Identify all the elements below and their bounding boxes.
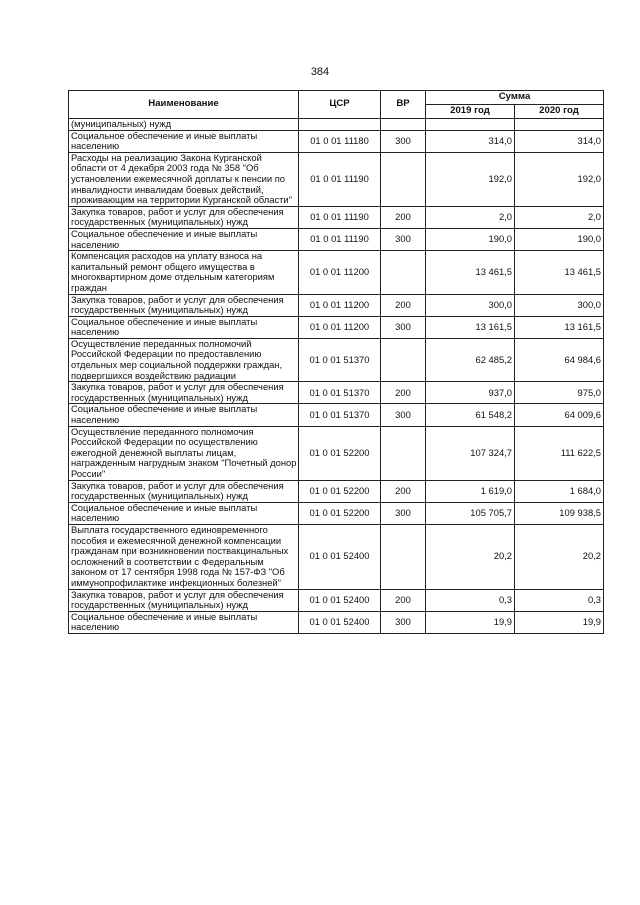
table-row <box>69 251 604 294</box>
row-sum-2020: 2,0 <box>515 206 604 228</box>
row-sum-2020: 13 161,5 <box>515 316 604 338</box>
row-vr: 200 <box>381 480 426 502</box>
table-row <box>69 294 604 316</box>
table-row <box>69 611 604 633</box>
row-name: Закупка товаров, работ и услуг для обеспечения государственных (муниципальных) нужд <box>69 294 299 316</box>
row-csr: 01 0 01 52200 <box>299 426 381 480</box>
table-row <box>69 480 604 502</box>
row-vr <box>381 119 426 131</box>
row-sum-2019: 1 619,0 <box>426 480 515 502</box>
row-sum-2019: 105 705,7 <box>426 502 515 524</box>
row-name: Компенсация расходов на уплату взноса на капитальный ремонт общего имущества в многоквартирном доме отдельным категориям граждан <box>69 251 299 294</box>
row-vr: 200 <box>381 382 426 404</box>
row-sum-2020: 64 984,6 <box>515 338 604 381</box>
row-vr: 300 <box>381 404 426 426</box>
row-vr: 300 <box>381 228 426 250</box>
table-row <box>69 206 604 228</box>
row-vr <box>381 338 426 381</box>
row-csr: 01 0 01 11180 <box>299 130 381 152</box>
row-csr: 01 0 01 52200 <box>299 502 381 524</box>
row-sum-2020: 192,0 <box>515 152 604 206</box>
row-csr: 01 0 01 11190 <box>299 228 381 250</box>
row-csr: 01 0 01 11200 <box>299 316 381 338</box>
row-sum-2020: 190,0 <box>515 228 604 250</box>
row-csr: 01 0 01 52400 <box>299 611 381 633</box>
row-name: Закупка товаров, работ и услуг для обеспечения государственных (муниципальных) нужд <box>69 382 299 404</box>
table-row <box>69 382 604 404</box>
row-sum-2020: 1 684,0 <box>515 480 604 502</box>
row-vr: 200 <box>381 206 426 228</box>
row-sum-2019: 192,0 <box>426 152 515 206</box>
table-row <box>69 119 604 131</box>
table-row <box>69 404 604 426</box>
table-row <box>69 589 604 611</box>
row-name: Осуществление переданных полномочий Российской Федерации по предоставлению отдельных мер социальной поддержки граждан, подвергшихся воздействию радиации <box>69 338 299 381</box>
table-row <box>69 130 604 152</box>
table-row <box>69 152 604 206</box>
table-row <box>69 426 604 480</box>
header-name: Наименование <box>69 91 299 119</box>
row-sum-2019: 62 485,2 <box>426 338 515 381</box>
row-sum-2020: 20,2 <box>515 524 604 589</box>
row-sum-2019: 61 548,2 <box>426 404 515 426</box>
row-vr <box>381 152 426 206</box>
row-vr <box>381 251 426 294</box>
row-sum-2019: 314,0 <box>426 130 515 152</box>
row-sum-2020 <box>515 119 604 131</box>
row-sum-2019: 190,0 <box>426 228 515 250</box>
header-sum: Сумма <box>426 91 604 105</box>
row-vr: 300 <box>381 130 426 152</box>
header-year-2020: 2020 год <box>515 105 604 119</box>
table-header <box>69 91 604 119</box>
row-csr: 01 0 01 51370 <box>299 404 381 426</box>
header-year-2019: 2019 год <box>426 105 515 119</box>
budget-table <box>68 90 604 634</box>
row-name: Социальное обеспечение и иные выплаты населению <box>69 316 299 338</box>
row-sum-2020: 300,0 <box>515 294 604 316</box>
row-name: Закупка товаров, работ и услуг для обеспечения государственных (муниципальных) нужд <box>69 206 299 228</box>
row-name: Закупка товаров, работ и услуг для обеспечения государственных (муниципальных) нужд <box>69 480 299 502</box>
row-csr: 01 0 01 11190 <box>299 152 381 206</box>
row-sum-2020: 19,9 <box>515 611 604 633</box>
row-sum-2019: 300,0 <box>426 294 515 316</box>
row-sum-2020: 13 461,5 <box>515 251 604 294</box>
row-sum-2020: 314,0 <box>515 130 604 152</box>
row-name: Закупка товаров, работ и услуг для обеспечения государственных (муниципальных) нужд <box>69 589 299 611</box>
table-row <box>69 228 604 250</box>
table-row <box>69 338 604 381</box>
row-name: Социальное обеспечение и иные выплаты населению <box>69 404 299 426</box>
row-name: Социальное обеспечение и иные выплаты населению <box>69 130 299 152</box>
row-sum-2020: 111 622,5 <box>515 426 604 480</box>
row-csr: 01 0 01 51370 <box>299 338 381 381</box>
row-sum-2019 <box>426 119 515 131</box>
header-csr: ЦСР <box>299 91 381 119</box>
row-name: Осуществление переданного полномочия Российской Федерации по осуществлению ежегодной денежной выплаты лицам, награжденным нагрудным знаком "Почетный донор России" <box>69 426 299 480</box>
row-sum-2019: 107 324,7 <box>426 426 515 480</box>
table-row <box>69 524 604 589</box>
row-name: Социальное обеспечение и иные выплаты населению <box>69 502 299 524</box>
row-sum-2020: 0,3 <box>515 589 604 611</box>
row-csr: 01 0 01 11190 <box>299 206 381 228</box>
row-csr: 01 0 01 11200 <box>299 251 381 294</box>
row-csr: 01 0 01 52200 <box>299 480 381 502</box>
row-csr: 01 0 01 52400 <box>299 589 381 611</box>
row-sum-2019: 937,0 <box>426 382 515 404</box>
row-name: (муниципальных) нужд <box>69 119 299 131</box>
row-vr: 300 <box>381 611 426 633</box>
row-sum-2019: 19,9 <box>426 611 515 633</box>
page-number: 384 <box>310 66 330 78</box>
row-vr: 300 <box>381 316 426 338</box>
row-sum-2019: 13 461,5 <box>426 251 515 294</box>
row-vr <box>381 524 426 589</box>
row-sum-2020: 64 009,6 <box>515 404 604 426</box>
header-vr: ВР <box>381 91 426 119</box>
table-row <box>69 502 604 524</box>
row-vr <box>381 426 426 480</box>
row-csr: 01 0 01 51370 <box>299 382 381 404</box>
row-sum-2020: 975,0 <box>515 382 604 404</box>
row-vr: 300 <box>381 502 426 524</box>
row-csr: 01 0 01 11200 <box>299 294 381 316</box>
table-row <box>69 316 604 338</box>
row-sum-2019: 20,2 <box>426 524 515 589</box>
row-sum-2019: 2,0 <box>426 206 515 228</box>
row-sum-2020: 109 938,5 <box>515 502 604 524</box>
row-name: Расходы на реализацию Закона Курганской области от 4 декабря 2003 года № 358 "Об установлении ежемесячной доплаты к пенсии по инвалидности инвалидам боевых действий, проживающим на территории Курганской области" <box>69 152 299 206</box>
row-name: Выплата государственного единовременного пособия и ежемесячной денежной компенсации гражданам при возникновении поствакцинальных осложнений в соответствии с Федеральным законом от 17 сентября 1998 года № 157-ФЗ "Об иммунопрофилактике инфекционных болезней" <box>69 524 299 589</box>
row-vr: 200 <box>381 589 426 611</box>
row-csr: 01 0 01 52400 <box>299 524 381 589</box>
row-csr <box>299 119 381 131</box>
row-name: Социальное обеспечение и иные выплаты населению <box>69 611 299 633</box>
row-sum-2019: 0,3 <box>426 589 515 611</box>
row-sum-2019: 13 161,5 <box>426 316 515 338</box>
row-name: Социальное обеспечение и иные выплаты населению <box>69 228 299 250</box>
row-vr: 200 <box>381 294 426 316</box>
